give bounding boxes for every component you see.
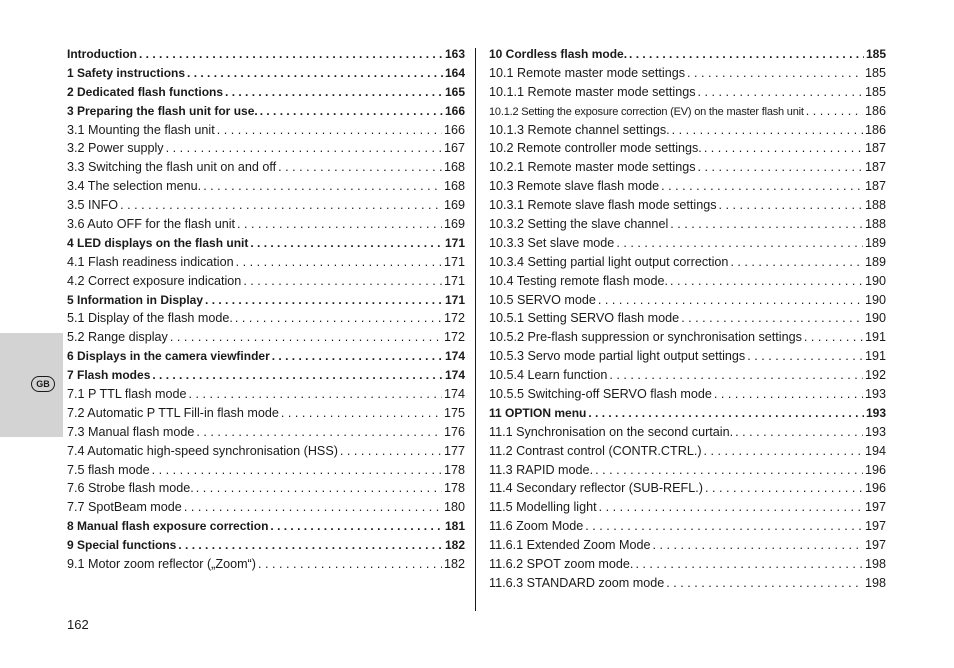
toc-entry[interactable] <box>489 406 886 425</box>
dot-leader <box>595 463 863 477</box>
dot-leader <box>120 198 442 212</box>
toc-entry[interactable] <box>67 425 465 444</box>
toc-entry[interactable] <box>489 538 886 557</box>
toc-entry-page: 182 <box>443 557 465 572</box>
toc-entry-title: 10.3.2 Setting the slave channel <box>489 217 669 232</box>
toc-entry-page: 187 <box>864 179 886 194</box>
toc-entry-page: 181 <box>444 519 465 534</box>
toc-entry-page: 189 <box>864 254 886 269</box>
dot-leader <box>747 349 863 363</box>
toc-entry-title: 11.2 Contrast control (CONTR.CTRL.) <box>489 443 702 458</box>
toc-entry-title: 3.1 Mounting the flash unit <box>67 122 215 137</box>
dot-leader <box>719 198 863 212</box>
toc-entry[interactable] <box>489 425 886 444</box>
dot-leader <box>258 557 442 571</box>
dot-leader <box>705 481 863 495</box>
toc-entry[interactable] <box>489 387 886 406</box>
dot-leader <box>243 274 442 288</box>
dot-leader <box>217 123 442 137</box>
toc-entry-page: 168 <box>443 179 465 194</box>
toc-entry-title: 7.6 Strobe flash mode. <box>67 481 194 496</box>
toc-entry[interactable] <box>489 293 886 312</box>
dot-leader <box>184 500 442 514</box>
toc-entry-title: 10.2 Remote controller mode settings. <box>489 141 702 156</box>
toc-entry-page: 175 <box>443 405 465 420</box>
dot-leader <box>178 538 443 552</box>
dot-leader <box>237 217 442 231</box>
toc-entry-title: 11.6.2 SPOT zoom mode. <box>489 557 634 572</box>
toc-entry-title: 10.3.3 Set slave mode <box>489 235 615 250</box>
toc-entry-title: 7.5 flash mode <box>67 462 150 477</box>
toc-entry-title: 10.2.1 Remote master mode settings <box>489 160 696 175</box>
dot-leader <box>704 141 863 155</box>
toc-entry[interactable] <box>489 47 886 66</box>
toc-entry-title: 11.3 RAPID mode. <box>489 462 594 477</box>
toc-entry-title: 3 Preparing the flash unit for use. <box>67 103 258 118</box>
toc-entry[interactable] <box>67 481 465 500</box>
toc-entry-page: 171 <box>443 254 465 269</box>
dot-leader <box>704 444 863 458</box>
toc-entry-page: 169 <box>443 198 465 213</box>
toc-entry[interactable] <box>67 104 465 123</box>
toc-entry-title: 3.6 Auto OFF for the flash unit <box>67 217 236 232</box>
dot-leader <box>670 274 863 288</box>
toc-entry[interactable] <box>67 47 465 66</box>
toc-entry-page: 178 <box>443 481 465 496</box>
toc-entry[interactable] <box>489 330 886 349</box>
toc-entry-page: 197 <box>864 500 886 515</box>
toc-entry-page: 171 <box>444 235 465 250</box>
toc-entry-page: 190 <box>864 292 886 307</box>
dot-leader <box>196 425 442 439</box>
toc-entry-page: 186 <box>864 103 886 118</box>
dot-leader <box>272 349 443 363</box>
toc-entry-title: 9 Special functions <box>67 538 177 553</box>
toc-entry-page: 182 <box>444 538 465 553</box>
toc-entry[interactable] <box>67 500 465 519</box>
toc-entry[interactable] <box>489 349 886 368</box>
toc-entry-title: 10.5.2 Pre-flash suppression or synchronisation settings <box>489 330 802 345</box>
toc-entry-page: 166 <box>443 122 465 137</box>
dot-leader <box>152 463 442 477</box>
dot-leader <box>203 179 442 193</box>
toc-entry[interactable] <box>489 123 886 142</box>
toc-entry-page: 191 <box>864 349 886 364</box>
toc-entry[interactable] <box>489 179 886 198</box>
dot-leader <box>670 217 863 231</box>
toc-entry-page: 190 <box>864 311 886 326</box>
toc-entry[interactable] <box>67 293 465 312</box>
toc-entry-page: 193 <box>864 424 886 439</box>
toc-entry-title: 10.1 Remote master mode settings <box>489 65 685 80</box>
dot-leader <box>806 104 863 118</box>
toc-right-column <box>489 47 886 595</box>
toc-entry-page: 174 <box>444 368 465 383</box>
toc-entry[interactable] <box>489 519 886 538</box>
toc-entry-title: 3.2 Power supply <box>67 141 164 156</box>
dot-leader <box>236 255 442 269</box>
toc-entry[interactable] <box>67 274 465 293</box>
dot-leader <box>205 293 443 307</box>
dot-leader <box>585 519 863 533</box>
language-badge: GB <box>31 376 55 392</box>
toc-entry-page: 177 <box>443 443 465 458</box>
toc-entry-title: 3.4 The selection menu. <box>67 179 202 194</box>
toc-entry-page: 190 <box>864 273 886 288</box>
toc-entry[interactable] <box>67 330 465 349</box>
toc-entry-page: 197 <box>864 538 886 553</box>
toc-entry-title: 11.6.1 Extended Zoom Mode <box>489 538 651 553</box>
toc-entry-title: 7 Flash modes <box>67 368 151 383</box>
toc-entry-page: 169 <box>443 217 465 232</box>
toc-entry-page: 196 <box>864 481 886 496</box>
toc-entry-title: 6 Displays in the camera viewfinder <box>67 349 270 364</box>
dot-leader <box>714 387 863 401</box>
toc-entry[interactable] <box>67 557 465 576</box>
dot-leader <box>270 519 443 533</box>
toc-entry-page: 189 <box>864 235 886 250</box>
dot-leader <box>598 293 863 307</box>
toc-entry-title: 10.5.1 Setting SERVO flash mode <box>489 311 680 326</box>
dot-leader <box>187 66 443 80</box>
toc-entry-page: 166 <box>444 103 465 118</box>
dot-leader <box>170 330 442 344</box>
dot-leader <box>166 141 442 155</box>
toc-entry-page: 188 <box>864 198 886 213</box>
toc-entry[interactable] <box>67 236 465 255</box>
toc-entry-title: 4.2 Correct exposure indication <box>67 273 242 288</box>
dot-leader <box>260 104 443 118</box>
toc-entry-title: 4.1 Flash readiness indication <box>67 254 234 269</box>
dot-leader <box>281 406 442 420</box>
toc-entry-page: 163 <box>444 47 465 61</box>
toc-entry-title: 5 Information in Display <box>67 292 204 307</box>
toc-entry-title: 1 Safety instructions <box>67 65 186 80</box>
dot-leader <box>616 236 863 250</box>
dot-leader <box>340 444 442 458</box>
toc-entry-page: 198 <box>864 557 886 572</box>
toc-entry[interactable] <box>67 406 465 425</box>
dot-leader <box>250 236 443 250</box>
dot-leader <box>698 85 863 99</box>
toc-entry-page: 186 <box>864 122 886 137</box>
toc-entry-title: 7.4 Automatic high-speed synchronisation (HSS) <box>67 443 338 458</box>
toc-entry-title: 2 Dedicated flash functions <box>67 84 224 99</box>
toc-entry-title: 4 LED displays on the flash unit <box>67 235 249 250</box>
toc-entry-title: 3.5 INFO <box>67 198 119 213</box>
dot-leader <box>599 500 863 514</box>
toc-entry-page: 196 <box>864 462 886 477</box>
dot-leader <box>588 406 864 420</box>
toc-entry[interactable] <box>67 198 465 217</box>
toc-entry[interactable] <box>489 66 886 85</box>
toc-entry[interactable] <box>67 160 465 179</box>
toc-entry-page: 193 <box>864 387 886 402</box>
toc-entry-page: 171 <box>443 273 465 288</box>
toc-entry[interactable] <box>489 104 886 123</box>
toc-entry-title: 10.1.2 Setting the exposure correction (EV) on the master flash unit <box>489 105 804 118</box>
toc-entry-title: 9.1 Motor zoom reflector („Zoom“) <box>67 557 256 572</box>
toc-entry[interactable] <box>489 463 886 482</box>
page-number: 162 <box>67 617 89 632</box>
toc-entry-title: 11 OPTION menu <box>489 405 587 420</box>
toc-entry-page: 171 <box>444 292 465 307</box>
toc-entry[interactable] <box>489 481 886 500</box>
toc-entry-title: 10.3.4 Setting partial light output correction <box>489 254 729 269</box>
dot-leader <box>672 123 863 137</box>
toc-entry-page: 193 <box>865 405 886 420</box>
dot-leader <box>629 47 864 61</box>
toc-entry-title: 11.6 Zoom Mode <box>489 519 584 534</box>
toc-entry[interactable] <box>489 557 886 576</box>
toc-entry[interactable] <box>67 179 465 198</box>
dot-leader <box>661 179 863 193</box>
toc-entry-title: 10.5.5 Switching-off SERVO flash mode <box>489 387 712 402</box>
toc-entry[interactable] <box>489 311 886 330</box>
toc-entry[interactable] <box>489 141 886 160</box>
toc-entry[interactable] <box>67 85 465 104</box>
toc-entry[interactable] <box>67 349 465 368</box>
toc-entry-title: 11.6.3 STANDARD zoom mode <box>489 575 665 590</box>
toc-entry-title: 5.2 Range display <box>67 330 168 345</box>
toc-entry-title: 10.4 Testing remote flash mode. <box>489 273 668 288</box>
dot-leader <box>635 557 863 571</box>
dot-leader <box>278 160 442 174</box>
toc-entry-page: 188 <box>864 217 886 232</box>
toc-entry-page: 172 <box>443 330 465 345</box>
toc-entry-page: 176 <box>443 424 465 439</box>
toc-entry-page: 167 <box>443 141 465 156</box>
toc-entry-page: 187 <box>864 141 886 156</box>
toc-entry[interactable] <box>489 85 886 104</box>
toc-entry[interactable] <box>489 576 886 595</box>
toc-entry[interactable] <box>489 274 886 293</box>
toc-entry[interactable] <box>67 66 465 85</box>
toc-entry-page: 172 <box>443 311 465 326</box>
toc-entry-page: 192 <box>864 368 886 383</box>
toc-entry-title: 10.3.1 Remote slave flash mode settings <box>489 198 717 213</box>
toc-entry-title: 11.5 Modelling light <box>489 500 597 515</box>
dot-leader <box>666 576 863 590</box>
toc-entry-page: 185 <box>864 84 886 99</box>
toc-entry-title: 5.1 Display of the flash mode. <box>67 311 233 326</box>
dot-leader <box>730 255 863 269</box>
toc-entry[interactable] <box>67 141 465 160</box>
toc-entry-title: 11.1 Synchronisation on the second curtain. <box>489 424 734 439</box>
toc-entry-page: 191 <box>864 330 886 345</box>
toc-entry-page: 194 <box>864 443 886 458</box>
toc-entry-title: 10.5 SERVO mode <box>489 292 596 307</box>
toc-entry-page: 174 <box>444 349 465 364</box>
toc-entry-title: 7.2 Automatic P TTL Fill-in flash mode <box>67 405 279 420</box>
toc-entry[interactable] <box>489 500 886 519</box>
toc-entry[interactable] <box>489 236 886 255</box>
toc-entry-title: 10 Cordless flash mode. <box>489 47 628 61</box>
dot-leader <box>225 85 443 99</box>
dot-leader <box>681 311 863 325</box>
toc-entry-page: 180 <box>443 500 465 515</box>
toc-entry[interactable] <box>489 198 886 217</box>
toc-entry-page: 185 <box>864 65 886 80</box>
dot-leader <box>698 160 863 174</box>
dot-leader <box>139 47 443 61</box>
toc-entry[interactable] <box>67 255 465 274</box>
toc-entry-page: 165 <box>444 84 465 99</box>
dot-leader <box>804 330 863 344</box>
toc-entry[interactable] <box>67 368 465 387</box>
toc-entry-title: 7.1 P TTL flash mode <box>67 387 187 402</box>
toc-entry-page: 178 <box>443 462 465 477</box>
toc-entry-page: 197 <box>864 519 886 534</box>
toc-entry-page: 198 <box>864 575 886 590</box>
toc-entry[interactable] <box>67 311 465 330</box>
toc-entry[interactable] <box>67 123 465 142</box>
toc-entry-page: 168 <box>443 160 465 175</box>
toc-entry[interactable] <box>67 538 465 557</box>
toc-entry-title: 7.7 SpotBeam mode <box>67 500 182 515</box>
toc-entry-title: 10.5.4 Learn function <box>489 368 608 383</box>
dot-leader <box>235 311 442 325</box>
toc-entry[interactable] <box>489 368 886 387</box>
toc-entry[interactable] <box>489 217 886 236</box>
toc-entry-title: 10.3 Remote slave flash mode <box>489 179 660 194</box>
toc-entry-title: 7.3 Manual flash mode <box>67 424 195 439</box>
dot-leader <box>188 387 442 401</box>
toc-entry[interactable] <box>489 255 886 274</box>
toc-entry-title: 3.3 Switching the flash unit on and off <box>67 160 277 175</box>
dot-leader <box>735 425 863 439</box>
toc-entry[interactable] <box>67 519 465 538</box>
toc-entry-page: 185 <box>865 47 886 61</box>
toc-entry-title: 10.5.3 Servo mode partial light output settings <box>489 349 746 364</box>
toc-entry[interactable] <box>489 160 886 179</box>
toc-entry-page: 187 <box>864 160 886 175</box>
toc-entry-page: 164 <box>444 65 465 80</box>
dot-leader <box>196 481 442 495</box>
column-divider <box>475 48 476 611</box>
toc-entry[interactable] <box>489 444 886 463</box>
toc-entry-page: 174 <box>443 387 465 402</box>
toc-left-column <box>67 47 465 576</box>
toc-entry[interactable] <box>67 217 465 236</box>
toc-entry[interactable] <box>67 387 465 406</box>
toc-entry-title: 10.1.1 Remote master mode settings <box>489 84 696 99</box>
toc-entry-title: Introduction <box>67 47 137 61</box>
dot-leader <box>687 66 863 80</box>
toc-entry[interactable] <box>67 444 465 463</box>
toc-entry-title: 11.4 Secondary reflector (SUB-REFL.) <box>489 481 703 496</box>
dot-leader <box>152 368 443 382</box>
toc-entry-title: 10.1.3 Remote channel settings. <box>489 122 670 137</box>
toc-entry-title: 8 Manual flash exposure correction <box>67 519 269 534</box>
dot-leader <box>609 368 863 382</box>
toc-entry[interactable] <box>67 463 465 482</box>
dot-leader <box>653 538 863 552</box>
